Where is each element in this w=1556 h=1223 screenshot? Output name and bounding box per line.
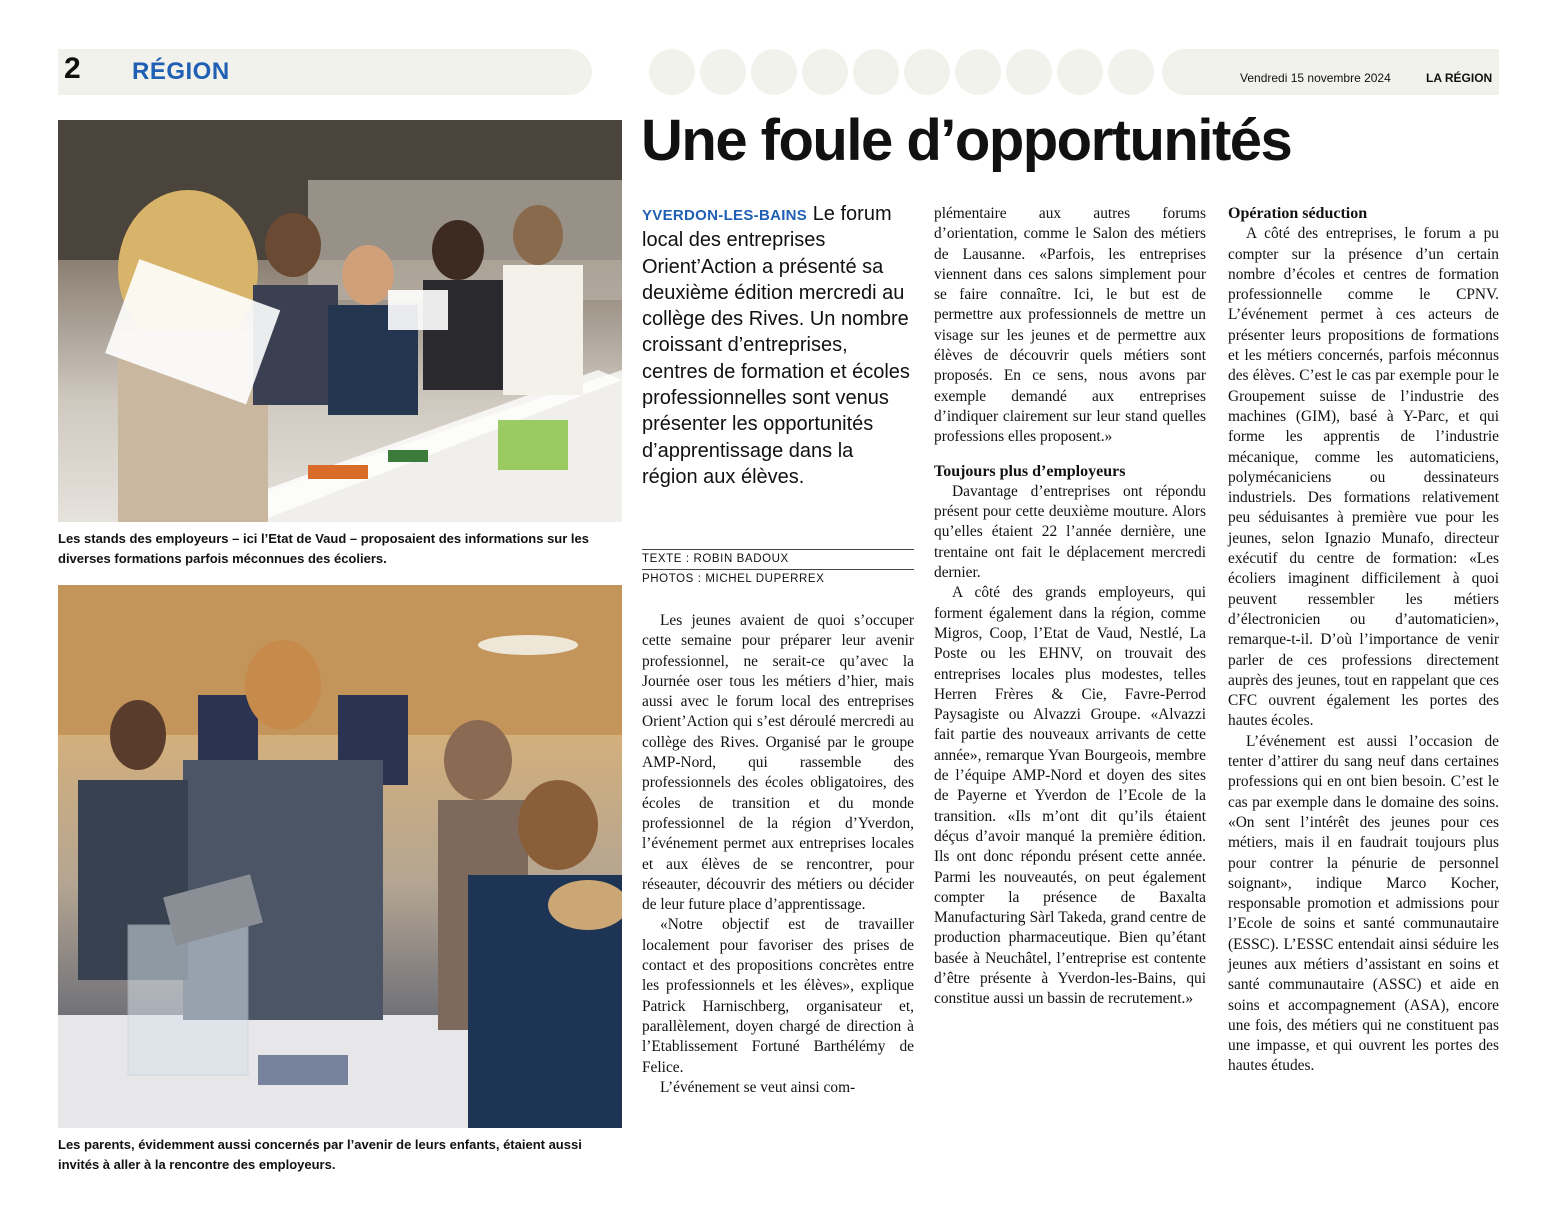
- paragraph: Les jeunes avaient de quoi s’occuper cette semaine pour préparer leur avenir professionnel, ne serait-ce qu’avec la Journée oser tous les métiers d’hier, mais aussi avec le forum local des entreprises Orient’Action qui s’est déroulé mercredi au collège des Rives. Organisé par le groupe AMP-Nord, qui rassemble des professionnels des écoles obligatoires, des écoles de transition et du monde professionnel de la région d’Yverdon, l’événement permet aux entreprises locales et aux élèves de se rencontrer, pour réseauter, découvrir des métiers ou décider de leur future place d’apprentissage.: [642, 612, 914, 914]
- photo-1-illustration: [58, 120, 622, 522]
- article-lead: [642, 201, 914, 490]
- article-column-3: [1228, 204, 1499, 1077]
- paragraph: plémentaire aux autres forums d’orientation, comme le Salon des métiers de Lausanne. «Parfois, les entreprises viennent dans ces salons simplement pour se faire connaître. Ici, le but est de permettre aux professionnels de mettre un visage sur les jeunes et de permettre aux élèves de découvrir quels métiers sont proposés. En ce sens, nous avons par exemple demandé aux entreprises d’indiquer clairement sur leur stand quelles professions elles proposent.»: [934, 205, 1206, 446]
- credit-text: TEXTE : ROBIN BADOUX: [642, 549, 914, 569]
- photo-caption: Les stands des employeurs – ici l’Etat de Vaud – proposaient des informations sur les diverses formations parfois méconnues des écoliers.: [58, 531, 589, 566]
- photo-2-illustration: [58, 585, 622, 1128]
- paragraph: A côté des grands employeurs, qui forment également dans la région, comme Migros, Coop, l’Etat de Vaud, Nestlé, La Poste ou les EHNV, on trouvait des entreprises locales plus modestes, telles Herren Frères & Cie, Favre-Perrod Paysagiste ou Alvazzi Groupe. «Alvazzi fait partie des nouveaux arrivants de cette année», remarque Yvan Bourgeois, membre de l’équipe AMP-Nord et doyen des sites de Payerne et Yverdon de l’Ecole de la transition. «Ils m’ont dit qu’ils étaient déçus d’avoir manqué la première édition. Ils ont donc répondu présent cette année. Parmi les nouveautés, on peut également compter la présence de Baxalta Manufacturing Sàrl Takeda, grand centre de production pharmaceutique. Bien qu’étant basée à Neuchâtel, l’entreprise est contente d’être présente à Yverdon-les-Bains, qui constitue aussi un bassin de recrutement.»: [934, 584, 1206, 1008]
- paragraph: Davantage d’entreprises ont répondu présent pour cette deuxième mouture. Alors qu’elles étaient 22 l’année dernière, une trentaine ont fait le déplacement mercredi dernier.: [934, 482, 1206, 582]
- header-dot: [1057, 49, 1103, 95]
- article-headline: Une foule d’opportunités: [641, 108, 1292, 173]
- paragraph: L’événement se veut ainsi com-: [660, 1078, 856, 1096]
- subheading: Opération séduction: [1228, 205, 1368, 222]
- paragraph: «Notre objectif est de travailler localement pour favoriser des prises de contact et des propositions concrètes entre les professionnels et les élèves», explique Patrick Harnischberg, organisateur et, parallèlement, doyen chargé de direction à l’Etablissement Fortuné Barthélémy de Felice.: [642, 916, 914, 1076]
- header-dot: [853, 49, 899, 95]
- paragraph: L’événement est aussi l’occasion de tenter d’attirer du sang neuf dans certaines professions qui en ont bien besoin. C’est le cas par exemple dans le domaine des soins. «On sent l’intérêt des jeunes pour ces métiers, mais il en faudrait toujours plus pour contrer la pénurie de personnel soignant», indique Marco Kocher, responsable promotion et admissions pour l’Ecole de soins et santé communautaire (ESSC). L’ESSC entendait ainsi séduire les jeunes aux métiers d’assistant en soins et santé communautaire (ASSC) et aide en soins et accompagnement (ASA), encore une fois, des métiers qui ne constituent pas une impasse, et qui ouvrent les portes des hautes études.: [1228, 732, 1499, 1075]
- article-column-2: [934, 204, 1206, 1010]
- lead-text: Le forum local des entreprises Orient’Action a présenté sa deuxième édition mercredi au collège des Rives. Un nombre croissant d’entreprises, centres de formation et écoles professionnelles sont venus présenter les opportunités d’apprentissage dans la région aux élèves.: [642, 203, 910, 488]
- header-dot: [802, 49, 848, 95]
- header-dot: [751, 49, 797, 95]
- section-label: RÉGION: [132, 58, 230, 85]
- header-dot: [1108, 49, 1154, 95]
- header-dot: [955, 49, 1001, 95]
- paragraph: A côté des entreprises, le forum a pu compter sur la présence d’un certain nombre d’écoles et centres de formation professionnelle comme le CPNV. L’événement permet à ces acteurs de présenter leurs propositions de formations et les métiers concernés, parfois méconnus des élèves. C’est le cas par exemple pour le Groupement suisse de l’industrie des machines (GIM), basé à Y-Parc, et qui forme les apprentis de l’industrie mécanique, comme les automaticiens, polymécaniciens ou dessinateurs industriels. Des formations relativement peu séduisantes à première vue pour les jeunes, selon Ignazio Munafo, directeur exécutif du centre de formation: «Les écoliers imaginent difficilement à quoi peuvent ressembler les métiers d’électronicien ou d’automaticien», remarque-t-il. D’où l’importance de venir parler de ces professions directement auprès des jeunes, tout en rappelant que ces CFC ouvrent également les portes des hautes écoles.: [1228, 225, 1499, 730]
- header-dot: [700, 49, 746, 95]
- photo-parents-meeting: [58, 585, 622, 1128]
- photo-employer-stands: [58, 120, 622, 522]
- publication-name: LA RÉGION: [1426, 71, 1493, 85]
- page-number: 2: [64, 52, 81, 85]
- photo-caption: Les parents, évidemment aussi concernés par l’avenir de leurs enfants, étaient aussi invités à aller à la rencontre des employeurs.: [58, 1137, 582, 1172]
- dateline: YVERDON-LES-BAINS: [642, 207, 808, 224]
- header-dot: [1006, 49, 1052, 95]
- credit-photos: PHOTOS : MICHEL DUPERREX: [642, 569, 914, 589]
- publication-date: Vendredi 15 novembre 2024: [1240, 71, 1391, 85]
- subheading: Toujours plus d’employeurs: [934, 462, 1126, 480]
- article-credits: [642, 549, 914, 589]
- header-dot: [649, 49, 695, 95]
- article-column-1: [642, 611, 914, 1098]
- header-dot: [904, 49, 950, 95]
